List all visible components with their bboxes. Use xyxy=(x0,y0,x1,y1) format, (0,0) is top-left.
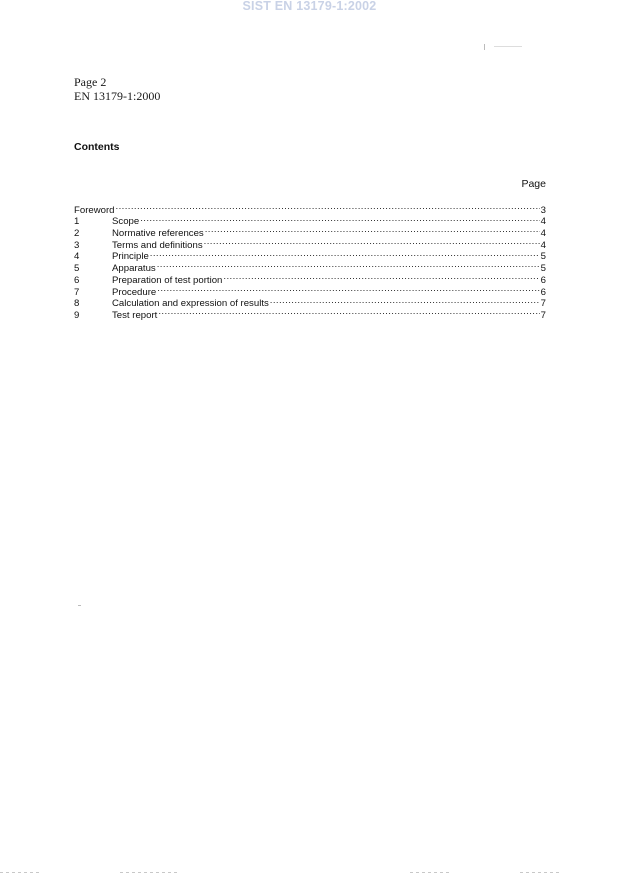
toc-entry-number: 2 xyxy=(74,228,80,240)
toc-entry-number: 6 xyxy=(74,274,80,286)
toc-entry-page: 7 xyxy=(540,309,546,321)
toc-entry-scope[interactable] xyxy=(74,213,546,228)
page-header xyxy=(74,75,160,103)
toc-entry-page: 4 xyxy=(540,216,546,228)
toc-entry-title: Apparatus xyxy=(112,263,156,275)
toc-entry-title: Foreword xyxy=(74,204,115,216)
toc-entry-page: 6 xyxy=(540,286,546,298)
document-watermark: SIST EN 13179-1:2002 xyxy=(242,0,377,13)
toc-entry-page: 7 xyxy=(540,298,546,310)
toc-entry-page: 4 xyxy=(540,239,546,251)
toc-leader-dots xyxy=(204,236,540,248)
toc-leader-dots xyxy=(116,201,540,213)
toc-leader-dots xyxy=(140,213,539,225)
toc-entry-foreword[interactable] xyxy=(74,201,546,216)
toc-entry-number: 1 xyxy=(74,216,80,228)
toc-leader-dots xyxy=(150,248,540,260)
toc-entry-page: 5 xyxy=(540,263,546,275)
toc-entry-title: Principle xyxy=(112,251,149,263)
toc-entry-title: Scope xyxy=(112,216,140,228)
table-of-contents xyxy=(74,201,546,321)
toc-leader-dots xyxy=(157,259,540,271)
toc-entry-page: 6 xyxy=(540,274,546,286)
scan-edge-artifact xyxy=(120,872,180,873)
toc-entry-title: Preparation of test portion xyxy=(112,274,223,286)
toc-leader-dots xyxy=(157,283,539,295)
toc-entry-normative-references[interactable] xyxy=(74,224,546,240)
toc-entry-number: 7 xyxy=(74,286,80,298)
toc-entry-title: Procedure xyxy=(112,286,157,298)
toc-entry-page: 5 xyxy=(540,251,546,263)
toc-entry-title: Terms and definitions xyxy=(112,239,203,251)
toc-leader-dots xyxy=(270,295,540,307)
toc-leader-dots xyxy=(223,271,539,283)
toc-entry-number: 5 xyxy=(74,263,80,275)
toc-entry-title: Normative references xyxy=(112,228,204,240)
scan-artifact xyxy=(494,46,522,47)
page-number-line: Page 2 xyxy=(74,75,107,89)
toc-entry-number: 9 xyxy=(74,309,80,321)
toc-leader-dots xyxy=(158,306,539,318)
toc-entry-number: 8 xyxy=(74,298,80,310)
scan-edge-artifact xyxy=(520,872,560,873)
toc-entry-title: Calculation and expression of results xyxy=(112,298,269,310)
page-column-label: Page xyxy=(521,178,546,190)
toc-entry-title: Test report xyxy=(112,309,158,321)
scan-artifact xyxy=(78,605,81,606)
toc-entry-number: 3 xyxy=(74,239,80,251)
toc-entry-number: 4 xyxy=(74,251,80,263)
standard-reference-line: EN 13179-1:2000 xyxy=(74,89,161,103)
contents-heading: Contents xyxy=(74,141,120,153)
toc-entry-page: 4 xyxy=(540,228,546,240)
scan-edge-artifact xyxy=(410,872,450,873)
toc-leader-dots xyxy=(205,224,540,236)
scan-artifact xyxy=(484,44,485,50)
scan-edge-artifact xyxy=(0,872,40,873)
toc-entry-page: 3 xyxy=(540,204,546,216)
